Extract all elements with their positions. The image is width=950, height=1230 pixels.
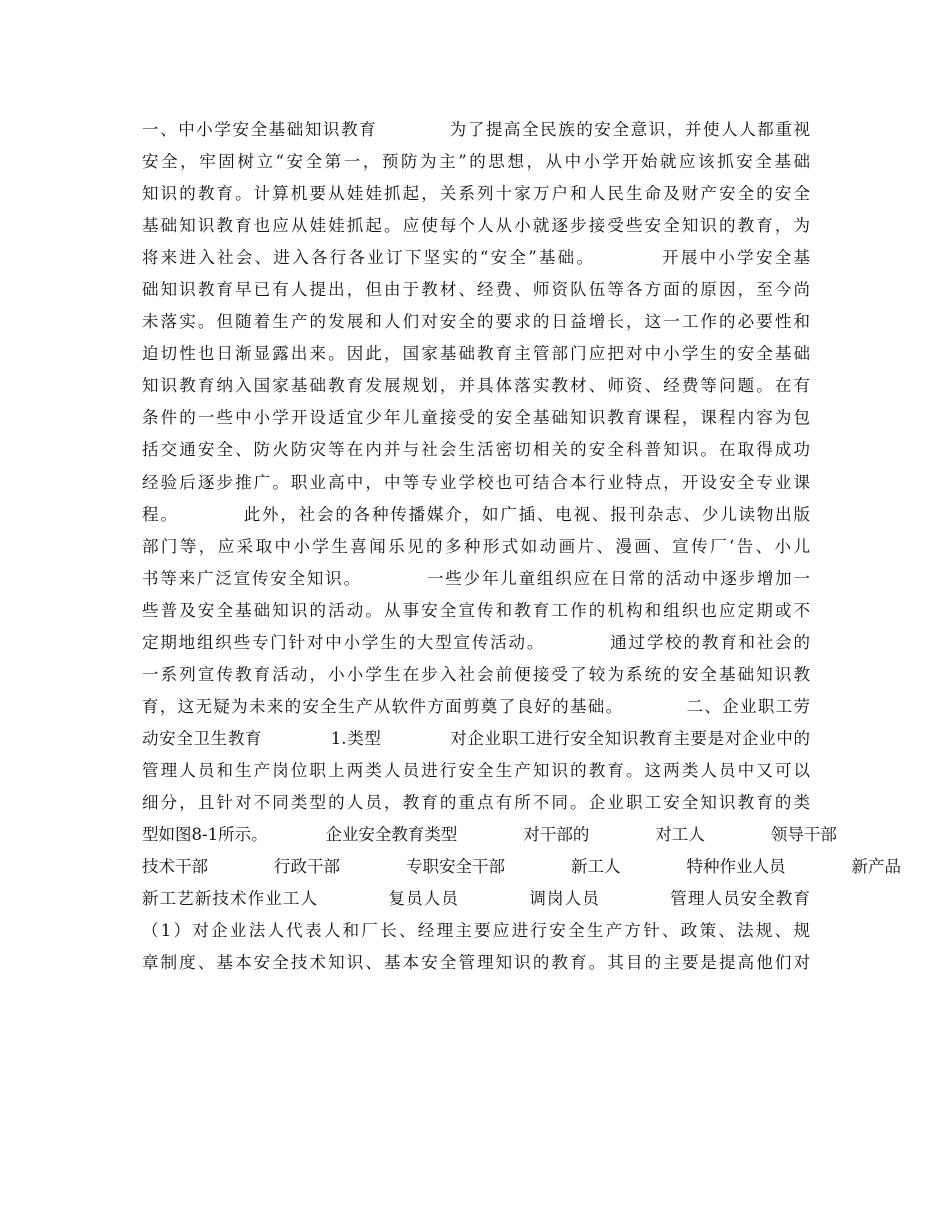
text-line: 动安全卫生教育 1.类型 对企业职工进行安全知识教育主要是对企业中的	[142, 728, 810, 748]
text-line: 括交通安全、防火防灾等在内并与社会生活密切相关的安全科普知识。在取得成功	[142, 440, 810, 460]
text-line: 章制度、基本安全技术知识、基本安全管理知识的教育。其目的主要是提高他们对	[142, 953, 810, 973]
text-line: 技术干部 行政干部 专职安全干部 新工人 特种作业人员 新产品	[142, 857, 901, 877]
text-line: 型如图8-1所示。 企业安全教育类型 对干部的 对工人 领导干部	[142, 825, 837, 845]
text-line: 一、中小学安全基础知识教育 为了提高全民族的安全意识，并使人人都重视	[142, 120, 810, 139]
text-line: 安全，牢固树立“安全第一，预防为主”的思想，从中小学开始就应该抓安全基础	[142, 152, 810, 172]
text-line: 基础知识教育也应从娃娃抓起。应使每个人从小就逐步接受些安全知识的教育，为	[142, 216, 810, 236]
text-line: 将来进入社会、进入各行各业订下坚实的“安全”基础。 开展中小学安全基	[142, 248, 810, 268]
text-line: 未落实。但随着生产的发展和人们对安全的要求的日益增长，这一工作的必要性和	[142, 312, 810, 332]
text-line: 书等来广泛宣传安全知识。 一些少年儿童组织应在日常的活动中逐步增加一	[142, 568, 810, 588]
text-line: 经验后逐步推广。职业高中，中等专业学校也可结合本行业特点，开设安全专业课	[142, 472, 810, 492]
text-line: 些普及安全基础知识的活动。从事安全宣传和教育工作的机构和组织也应定期或不	[142, 600, 810, 620]
document-body	[142, 114, 901, 979]
text-line: 管理人员和生产岗位职上两类人员进行安全生产知识的教育。这两类人员中又可以	[142, 760, 810, 780]
text-line: 程。 此外，社会的各种传播媒介，如广插、电视、报刊杂志、少儿读物出版	[142, 504, 810, 524]
text-line: 知识教育纳入国家基础教育发展规划，并具体落实教材、师资、经费等问题。在有	[142, 376, 810, 396]
text-line: 育，这无疑为未来的安全生产从软件方面剪奠了良好的基础。 二、企业职工劳	[142, 696, 810, 716]
text-line: 础知识教育早已有人提出，但由于教材、经费、师资队伍等各方面的原因，至今尚	[142, 280, 810, 300]
text-line: （1）对企业法人代表人和厂长、经理主要应进行安全生产方针、政策、法规、规	[142, 921, 810, 941]
text-line: 部门等，应采取中小学生喜闻乐见的多种形式如动画片、漫画、宣传厂‘告、小儿	[142, 536, 810, 556]
text-line: 新工艺新技术作业工人 复员人员 调岗人员 管理人员安全教育	[142, 889, 810, 909]
text-line: 知识的教育。计算机要从娃娃抓起，关系列十家万户和人民生命及财产安全的安全	[142, 184, 810, 204]
text-line: 条件的一些中小学开设适宜少年儿童接受的安全基础知识教育课程，课程内容为包	[142, 408, 810, 428]
text-line: 定期地组织些专门针对中小学生的大型宣传活动。 通过学校的教育和社会的	[142, 632, 810, 652]
text-line: 细分，且针对不同类型的人员，教育的重点有所不同。企业职工安全知识教育的类	[142, 792, 810, 812]
text-line: 迫切性也日渐显露出来。因此，国家基础教育主管部门应把对中小学生的安全基础	[142, 344, 810, 364]
text-line: 一系列宣传教育活动，小小学生在步入社会前便接受了较为系统的安全基础知识教	[142, 664, 810, 684]
